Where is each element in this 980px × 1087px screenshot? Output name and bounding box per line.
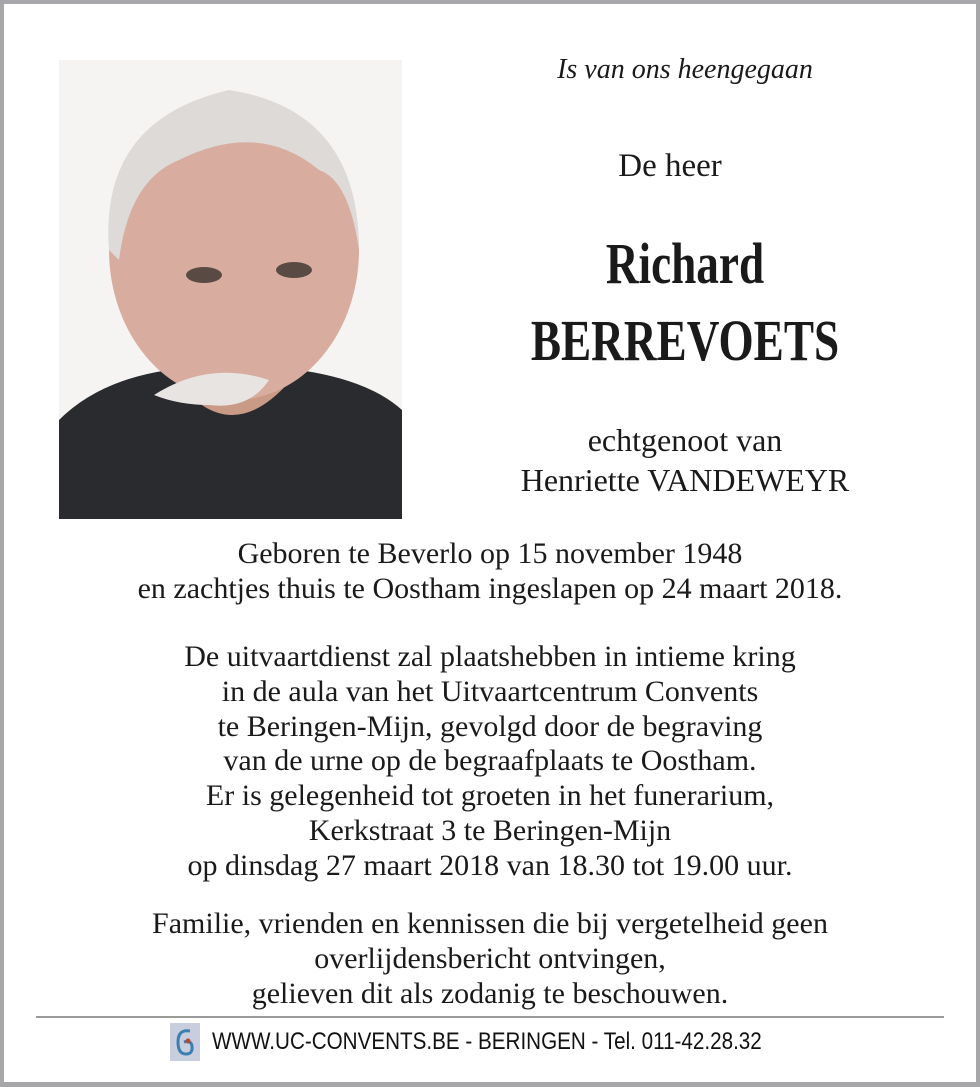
divider [36, 1016, 944, 1018]
first-name: Richard [605, 231, 765, 296]
text-line: De uitvaartdienst zal plaatshebben in intieme kring [184, 640, 796, 673]
portrait-photo [59, 60, 402, 519]
notice [0, 907, 980, 1011]
text-line: Familie, vrienden en kennissen die bij vergetelheid geen [152, 907, 828, 940]
text-line: gelieven dit als zodanig te beschouwen. [251, 976, 729, 1010]
funeral-home-logo-icon [170, 1023, 200, 1061]
spouse-name: Henriette VANDEWEYR [520, 462, 850, 498]
text-line: Geboren te Beverlo op 15 november 1948 [237, 537, 743, 570]
ceremony-info [0, 640, 980, 884]
footer-contact: WWW.UC-CONVENTS.BE - BERINGEN - Tel. 011-42.28.32 [212, 1028, 762, 1055]
text-line: Er is gelegenheid tot groeten in het funerarium, [205, 779, 775, 813]
text-line: Kerkstraat 3 te Beringen-Mijn [308, 813, 672, 847]
text-line: van de urne op de begraafplaats te Oostham. [223, 744, 757, 778]
text-line: in de aula van het Uitvaartcentrum Convents [221, 674, 759, 708]
title-text: De heer [618, 148, 722, 184]
text-line: en zachtjes thuis te Oostham ingeslapen op 24 maart 2018. [137, 571, 843, 605]
spouse-label: echtgenoot van [587, 422, 783, 458]
text-line: op dinsdag 27 maart 2018 van 18.30 tot 19.00 uur. [187, 848, 793, 882]
intro-text: Is van ons heengegaan [557, 54, 813, 85]
birth-death [0, 537, 980, 607]
text-line: overlijdensbericht ontvingen, [314, 941, 666, 975]
footer [170, 1022, 851, 1062]
last-name: BERREVOETS [530, 308, 840, 373]
text-line: te Beringen-Mijn, gevolgd door de begraving [217, 709, 763, 743]
